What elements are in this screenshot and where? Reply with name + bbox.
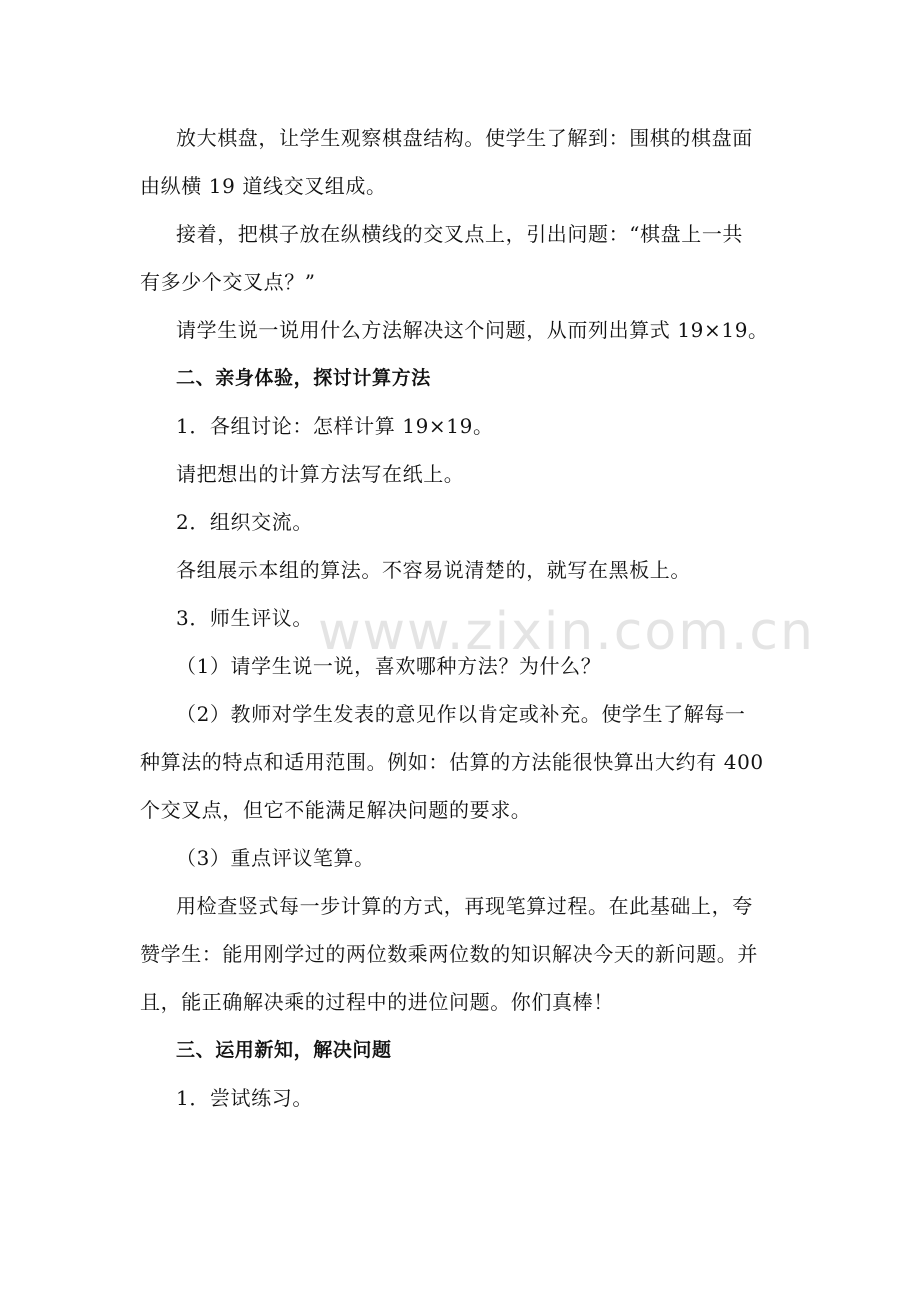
paragraph-line: （3）重点评议笔算。: [176, 846, 375, 870]
paragraph-line: 由纵横 19 道线交叉组成。: [140, 174, 387, 198]
paragraph-line: 用检查竖式每一步计算的方式，再现笔算过程。在此基础上，夸: [176, 894, 753, 918]
section-heading: 三、运用新知，解决问题: [176, 1039, 392, 1061]
paragraph-line: 放大棋盘，让学生观察棋盘结构。使学生了解到：围棋的棋盘面: [176, 126, 753, 150]
section-heading: 二、亲身体验，探讨计算方法: [176, 367, 431, 389]
paragraph-line: 1．各组讨论：怎样计算 19×19。: [176, 414, 494, 438]
paragraph-line: 各组展示本组的算法。不容易说清楚的，就写在黑板上。: [176, 558, 691, 582]
watermark-text: www.zixin.com.cn: [318, 602, 815, 662]
paragraph-line: 个交叉点，但它不能满足解决问题的要求。: [140, 798, 532, 822]
paragraph-line: 有多少个交叉点？”: [140, 270, 316, 294]
paragraph-line: （1）请学生说一说，喜欢哪种方法？为什么？: [176, 654, 602, 678]
paragraph-line: 赞学生：能用刚学过的两位数乘两位数的知识解决今天的新问题。并: [140, 942, 758, 966]
paragraph-line: 1．尝试练习。: [176, 1086, 313, 1110]
paragraph-line: 2．组织交流。: [176, 510, 313, 534]
paragraph-line: 3．师生评议。: [176, 606, 313, 630]
paragraph-line: （2）教师对学生发表的意见作以肯定或补充。使学生了解每一: [176, 702, 746, 726]
paragraph-line: 接着，把棋子放在纵横线的交叉点上，引出问题：“棋盘上一共: [176, 222, 744, 246]
paragraph-line: 请学生说一说用什么方法解决这个问题，从而列出算式 19×19。: [176, 318, 769, 342]
paragraph-line: 且，能正确解决乘的过程中的进位问题。你们真棒！: [140, 990, 614, 1014]
paragraph-line: 种算法的特点和适用范围。例如：估算的方法能很快算出大约有 400: [140, 750, 764, 774]
paragraph-line: 请把想出的计算方法写在纸上。: [176, 462, 465, 486]
